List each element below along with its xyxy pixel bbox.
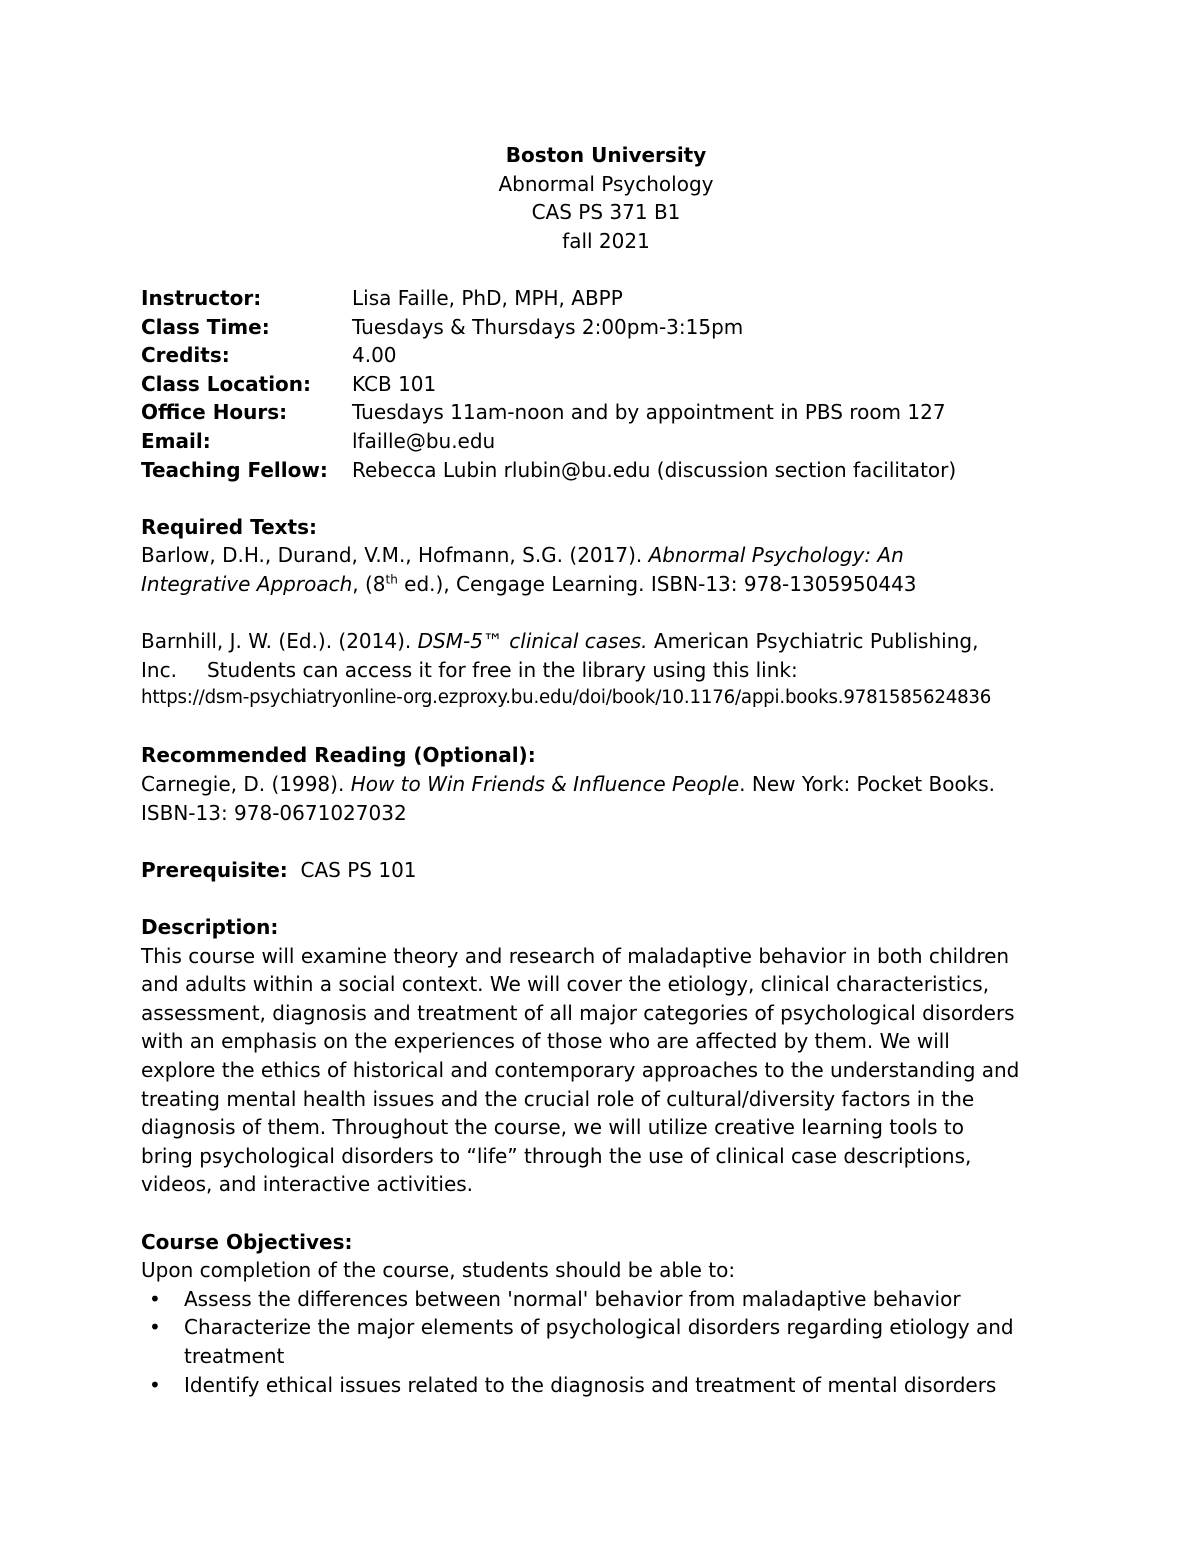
recommended-citation bbox=[141, 770, 1071, 799]
info-row-office-hours bbox=[141, 398, 1071, 427]
info-value: KCB 101 bbox=[352, 371, 437, 396]
bullet-icon: • bbox=[149, 1286, 161, 1311]
course-info-block bbox=[141, 284, 1071, 484]
recommended-isbn: ISBN-13: 978-0671027032 bbox=[141, 800, 407, 825]
email-link[interactable]: lfaille@bu.edu bbox=[352, 428, 496, 453]
citation-title: DSM-5™ clinical cases. bbox=[417, 629, 648, 654]
info-label: Class Location: bbox=[141, 371, 312, 396]
spacer bbox=[141, 884, 1071, 913]
objective-text: Characterize the major elements of psychological disorders regarding etiology and bbox=[184, 1315, 1014, 1340]
citation-authors: Carnegie, D. (1998). bbox=[141, 772, 351, 797]
objectives-intro: Upon completion of the course, students should be able to: bbox=[141, 1258, 736, 1283]
info-label: Office Hours: bbox=[141, 400, 288, 425]
description-line: This course will examine theory and research of maladaptive behavior in both children bbox=[141, 943, 1010, 968]
citation-title: Abnormal Psychology: An bbox=[648, 543, 904, 568]
info-value: Rebecca Lubin rlubin@bu.edu (discussion section facilitator) bbox=[352, 457, 957, 482]
list-item bbox=[141, 1313, 1071, 1370]
info-value: 4.00 bbox=[352, 343, 397, 368]
spacer bbox=[141, 484, 1071, 513]
info-row-teaching-fellow bbox=[141, 456, 1071, 485]
objective-text-cont: treatment bbox=[184, 1343, 285, 1368]
required-text-1 bbox=[141, 541, 1071, 570]
required-text-2 bbox=[141, 627, 1071, 656]
citation-title: How to Win Friends & Influence People bbox=[350, 772, 740, 797]
spacer bbox=[141, 599, 1071, 628]
required-text-1-cont bbox=[141, 570, 1071, 599]
info-label: Teaching Fellow: bbox=[141, 457, 328, 482]
citation-authors: Barnhill, J. W. (Ed.). (2014). bbox=[141, 629, 418, 654]
info-value: Lisa Faille, PhD, MPH, ABPP bbox=[352, 285, 623, 310]
citation-title-cont: Integrative Approach bbox=[141, 571, 353, 596]
info-value: Tuesdays & Thursdays 2:00pm-3:15pm bbox=[352, 314, 744, 339]
description-line: with an emphasis on the experiences of those who are affected by them. We will bbox=[141, 1029, 950, 1054]
spacer bbox=[141, 827, 1071, 856]
info-row-instructor bbox=[141, 284, 1071, 313]
description-line: diagnosis of them. Throughout the course, we will utilize creative learning tools to bbox=[141, 1115, 965, 1140]
citation-publisher-cont: Inc. bbox=[141, 657, 177, 682]
list-item bbox=[141, 1285, 1071, 1314]
info-label: Class Time: bbox=[141, 314, 270, 339]
list-item bbox=[141, 1371, 1071, 1400]
objective-text: Assess the differences between 'normal' behavior from maladaptive behavior bbox=[184, 1286, 961, 1311]
course-name: Abnormal Psychology bbox=[498, 171, 714, 196]
info-row-email bbox=[141, 427, 1071, 456]
citation-publisher: ed.), Cengage Learning. ISBN-13: 978-1305950443 bbox=[397, 571, 917, 596]
prerequisite-line bbox=[141, 856, 1071, 885]
citation-edition: , (8 bbox=[352, 571, 386, 596]
citation-publisher: . New York: Pocket Books. bbox=[739, 772, 996, 797]
objective-text: Identify ethical issues related to the diagnosis and treatment of mental disorders bbox=[184, 1372, 997, 1397]
recommended-heading: Recommended Reading (Optional): bbox=[141, 743, 536, 768]
prerequisite-value: CAS PS 101 bbox=[300, 857, 417, 882]
edition-superscript: th bbox=[385, 572, 398, 587]
objectives-heading: Course Objectives: bbox=[141, 1229, 353, 1254]
course-code: CAS PS 371 B1 bbox=[531, 200, 681, 225]
description-line: treating mental health issues and the crucial role of cultural/diversity factors in the bbox=[141, 1086, 975, 1111]
required-texts-heading: Required Texts: bbox=[141, 514, 317, 539]
course-term: fall 2021 bbox=[562, 228, 650, 253]
spacer bbox=[141, 1199, 1071, 1228]
description-line: assessment, diagnosis and treatment of all major categories of psychological disorders bbox=[141, 1000, 1015, 1025]
info-label: Credits: bbox=[141, 343, 230, 368]
objectives-list bbox=[141, 1285, 1071, 1399]
info-label: Email: bbox=[141, 428, 211, 453]
bullet-icon: • bbox=[149, 1315, 161, 1340]
description-line: and adults within a social context. We will cover the etiology, clinical characteristics, bbox=[141, 972, 990, 997]
citation-publisher: American Psychiatric Publishing, bbox=[647, 629, 979, 654]
syllabus-page bbox=[141, 141, 1071, 1399]
university-name: Boston University bbox=[505, 143, 707, 167]
info-label: Instructor: bbox=[141, 285, 262, 310]
access-note: Students can access it for free in the library using this link: bbox=[206, 657, 798, 682]
library-link[interactable]: https://dsm-psychiatryonline-org.ezproxy.bu.edu/doi/book/10.1176/appi.books.9781585624836 bbox=[141, 687, 992, 709]
info-row-class-location bbox=[141, 370, 1071, 399]
description-line: explore the ethics of historical and contemporary approaches to the understanding and bbox=[141, 1058, 1020, 1082]
citation-authors: Barlow, D.H., Durand, V.M., Hofmann, S.G. (2017). bbox=[141, 543, 649, 568]
bullet-icon: • bbox=[149, 1372, 161, 1397]
spacer bbox=[141, 713, 1071, 742]
description-line: bring psychological disorders to “life” through the use of clinical case descriptions, bbox=[141, 1143, 972, 1168]
info-row-class-time bbox=[141, 313, 1071, 342]
prerequisite-label: Prerequisite: bbox=[141, 857, 288, 882]
info-row-credits bbox=[141, 341, 1071, 370]
spacer bbox=[141, 255, 1071, 284]
description-body bbox=[141, 942, 1071, 1199]
description-heading: Description: bbox=[141, 915, 279, 940]
description-line: videos, and interactive activities. bbox=[141, 1172, 474, 1197]
required-text-2-cont bbox=[141, 656, 1071, 685]
info-value: Tuesdays 11am-noon and by appointment in PBS room 127 bbox=[352, 400, 946, 425]
